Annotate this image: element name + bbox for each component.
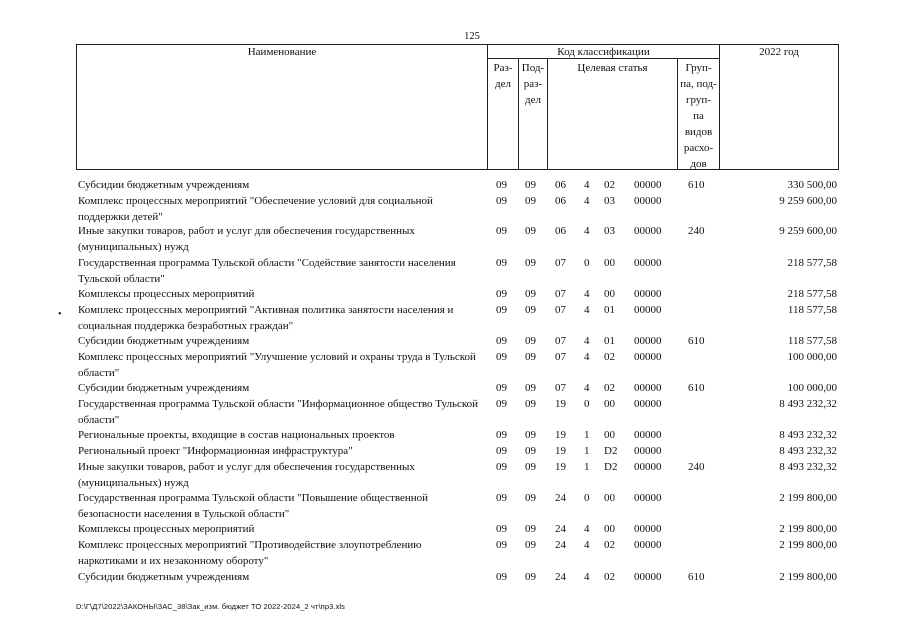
margin-mark: • [58, 309, 62, 320]
header-target: Целевая статья [577, 62, 648, 74]
header-name: Наименование [247, 46, 317, 58]
header-razdel: Раз- дел [493, 62, 513, 90]
header-podrazdel: Под- раз- дел [521, 62, 545, 106]
file-path-footer: D:\Г\Д7\2022\ЗАКОНЫ\ЗАС_38\Зак_изм. бюджет ТО 2022-2024_2 чт\пр3.xls [76, 602, 346, 611]
page-number: 125 [464, 31, 480, 42]
header-year: 2022 год [759, 46, 799, 58]
header-group: Груп- па, под- груп- па видов расхо- дов [680, 62, 717, 170]
table-header [76, 44, 839, 170]
header-year-cell [719, 44, 839, 170]
header-classification: Код классификации [557, 46, 650, 58]
header-name-cell [76, 44, 488, 170]
